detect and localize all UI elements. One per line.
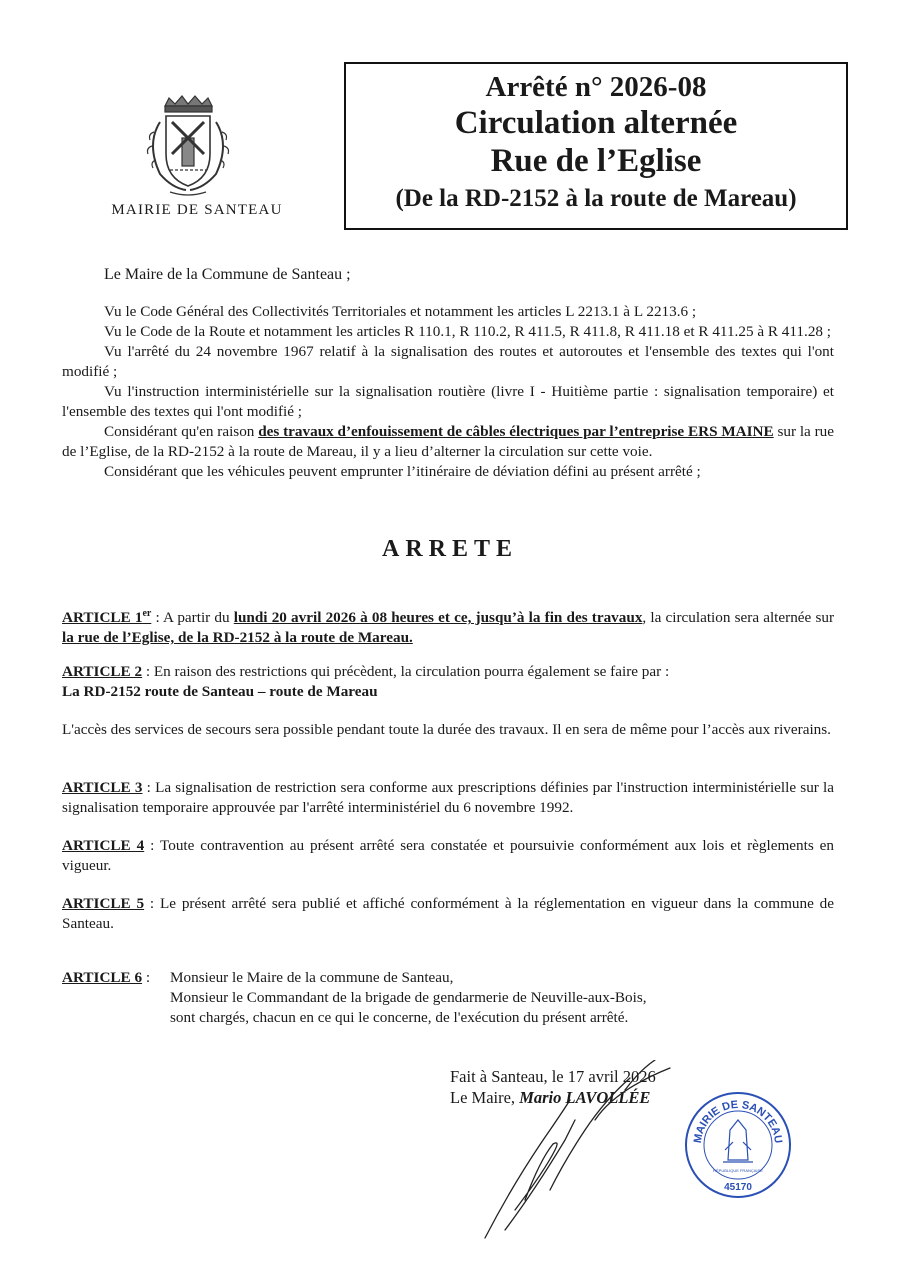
- decree-title: Circulation alternée: [454, 105, 738, 141]
- article-5: ARTICLE 5 : Le présent arrêté sera publié et affiché conformément à la réglementation en vigueur dans la commune de Santeau.: [62, 895, 834, 932]
- article-3: ARTICLE 3 : La signalisation de restriction sera conforme aux prescriptions définies par l'instruction interministérielle sur la signalisation temporaire approuvée par l'arrêté interministériel du 6 novembre 1992.: [62, 779, 834, 816]
- decree-street: Rue de l’Eglise: [490, 143, 702, 179]
- article-6: ARTICLE 6 : Monsieur le Maire de la commune de Santeau, Monsieur le Commandant de la brigade de gendarmerie de Neuville-aux-Bois, sont chargés, chacun en ce qui le concerne, de l'exécution du présent arrêté.: [62, 969, 647, 1026]
- intro-line: Le Maire de la Commune de Santeau ;: [104, 266, 351, 283]
- title-box: [344, 62, 848, 230]
- recipient-line: Monsieur le Commandant de la brigade de gendarmerie de Neuville-aux-Bois,: [170, 989, 647, 1006]
- stamp-republic: RÉPUBLIQUE FRANÇAISE: [713, 1168, 763, 1173]
- access-paragraph: L'accès des services de secours sera possible pendant toute la durée des travaux. Il en sera de même pour l’accès aux riverains.: [62, 721, 831, 738]
- vu-paragraph-2: Vu le Code de la Route et notamment les articles R 110.1, R 110.2, R 411.5, R 411.8, R 411.18 et R 411.25 à R 411.28 ;: [104, 323, 832, 340]
- considerant-paragraph-1: Considérant qu'en raison des travaux d’enfouissement de câbles électriques par l’entreprise ERS MAINE sur la rue de l’Eglise, de la RD-2152 à la route de Mareau, il y a lieu d’alterner la circulation sur cette voie.: [62, 423, 834, 460]
- article-2: ARTICLE 2 : En raison des restrictions qui précèdent, la circulation pourra également se faire par : La RD-2152 route de Santeau – route de Mareau: [62, 662, 834, 702]
- place-date: Fait à Santeau, le 17 avril 2026: [450, 1067, 656, 1086]
- article-1: ARTICLE 1er : A partir du lundi 20 avril 2026 à 08 heures et ce, jusqu’à la fin des travaux, la circulation sera alternée sur la rue de l’Eglise, de la RD-2152 à la route de Mareau.: [62, 608, 835, 647]
- article-6-label: ARTICLE 6: [62, 969, 143, 986]
- detour-route: La RD-2152 route de Santeau – route de Mareau: [62, 683, 378, 700]
- vu-paragraph-4: Vu l'instruction interministérielle sur la signalisation routière (livre I - Huitième partie : signalisation temporaire) et l'ensemble des textes qui l'ont modifié ;: [62, 383, 834, 420]
- recipient-line: sont chargés, chacun en ce qui le concerne, de l'exécution du présent arrêté.: [170, 1009, 629, 1026]
- article-4-label: ARTICLE 4: [62, 837, 145, 854]
- mayor-name: Mario LAVOLLÉE: [519, 1088, 651, 1107]
- article-2-label: ARTICLE 2: [62, 663, 143, 680]
- mairie-stamp: [683, 1090, 793, 1200]
- considerations-block: [62, 302, 834, 482]
- decree-number: Arrêté n° 2026-08: [485, 71, 707, 103]
- municipal-crest-image: [120, 92, 255, 202]
- decree-section: (De la RD-2152 à la route de Mareau): [395, 185, 797, 212]
- svg-text:MAIRIE DE SANTEAU: [692, 1099, 784, 1144]
- mairie-label: MAIRIE DE SANTEAU: [111, 202, 283, 218]
- vu-paragraph-1: Vu le Code Général des Collectivités Territoriales et notamment les articles L 2213.1 à L 2213.6 ;: [104, 303, 697, 320]
- article-5-label: ARTICLE 5: [62, 895, 145, 912]
- article-1-label: ARTICLE 1er: [62, 608, 152, 627]
- arrete-heading: ARRETE: [381, 536, 519, 562]
- stamp-postcode: 45170: [724, 1182, 752, 1193]
- considerant-paragraph-2: Considérant que les véhicules peuvent emprunter l’itinéraire de déviation défini au présent arrêté ;: [104, 463, 701, 480]
- handwritten-signature: [455, 1060, 685, 1250]
- works-description: des travaux d’enfouissement de câbles électriques par l’entreprise ERS MAINE: [258, 423, 774, 440]
- mayor-role: Le Maire,: [450, 1088, 520, 1107]
- recipient-line: Monsieur le Maire de la commune de Santeau,: [170, 969, 454, 986]
- article-6-recipients: [170, 968, 647, 1028]
- vu-paragraph-3: Vu l'arrêté du 24 novembre 1967 relatif à la signalisation des routes et autoroutes et l'ensemble des textes qui l'ont modifié ;: [62, 343, 834, 380]
- article-4: ARTICLE 4 : Toute contravention au présent arrêté sera constatée et poursuivie conformément aux lois et règlements en vigueur.: [62, 837, 835, 874]
- article-3-label: ARTICLE 3: [62, 779, 143, 796]
- stamp-text: MAIRIE DE SANTEAU: [691, 1098, 785, 1145]
